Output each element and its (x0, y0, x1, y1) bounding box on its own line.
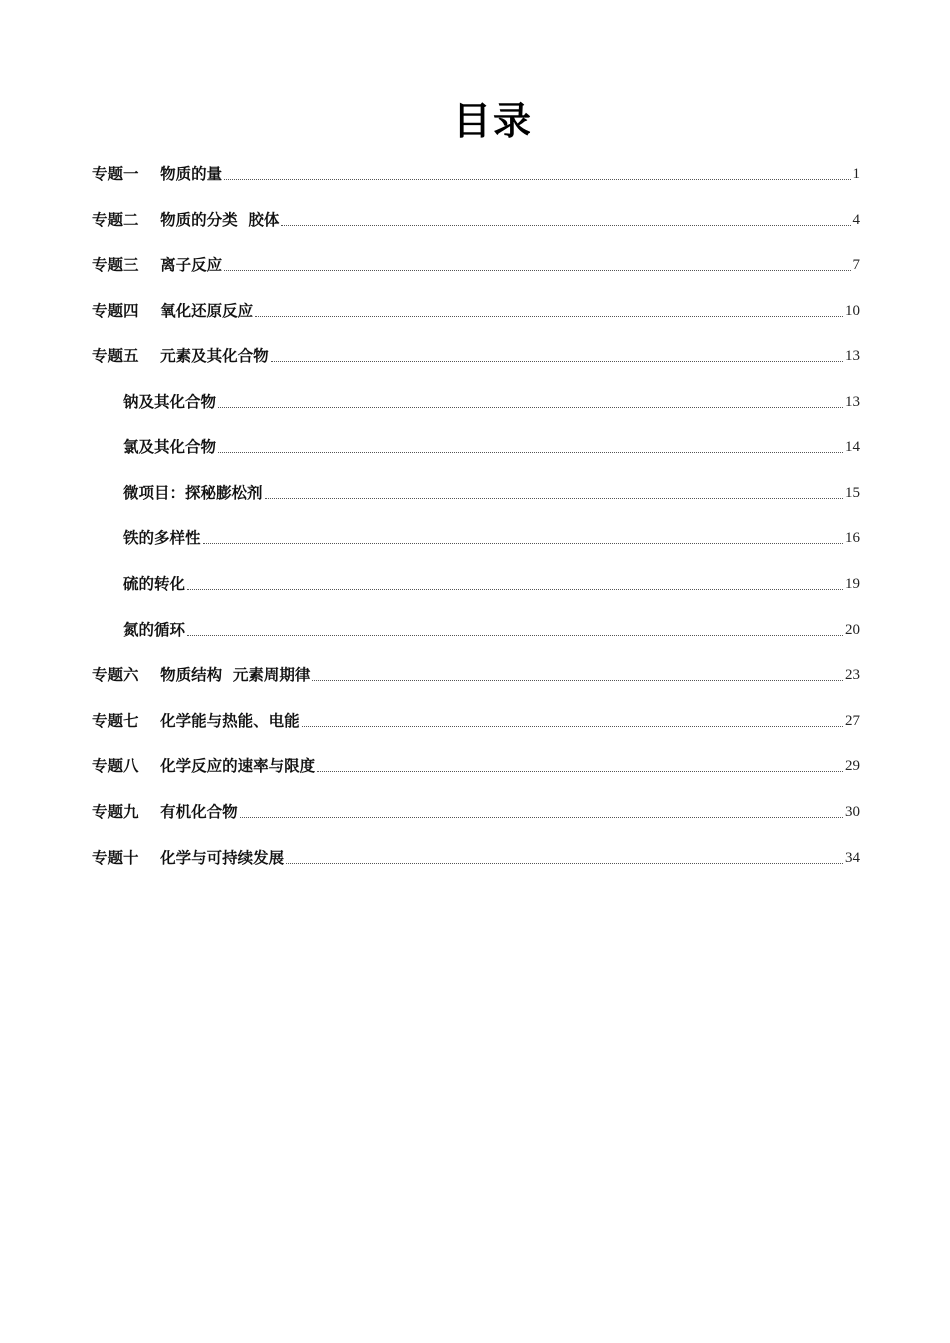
toc-entry-label: 氯及其化合物 (123, 438, 217, 456)
dot-leader (218, 451, 843, 453)
dot-leader (203, 542, 843, 544)
toc-entry-label: 专题十 化学与可持续发展 (92, 849, 285, 867)
dot-leader (224, 178, 850, 180)
dot-leader (286, 862, 843, 864)
dot-leader (302, 725, 843, 727)
dot-leader (187, 588, 843, 590)
toc-subentry[interactable] (123, 473, 860, 503)
toc-entry[interactable] (92, 154, 860, 184)
toc-entry-page: 20 (845, 622, 860, 638)
toc-subentry[interactable] (123, 564, 860, 594)
toc-entry-page: 16 (845, 530, 860, 546)
dot-leader (187, 634, 843, 636)
toc-entry-page: 4 (852, 212, 860, 228)
toc-entry-label: 专题五 元素及其化合物 (92, 347, 269, 365)
toc-entry-label: 专题四 氧化还原反应 (92, 302, 254, 320)
toc-entry[interactable] (92, 200, 860, 230)
toc-entry-page: 7 (852, 257, 860, 273)
toc-entry[interactable] (92, 245, 860, 275)
toc-entry-label: 专题九 有机化合物 (92, 803, 238, 821)
dot-leader (312, 679, 843, 681)
dot-leader (224, 269, 850, 271)
toc-entry-page: 29 (845, 758, 860, 774)
page-title: 目录 (452, 99, 533, 143)
toc-entry-page: 15 (845, 485, 860, 501)
toc-subentry[interactable] (123, 518, 860, 548)
toc-entry-label: 钠及其化合物 (123, 393, 217, 411)
dot-leader (317, 770, 843, 772)
toc-entry-page: 27 (845, 713, 860, 729)
toc-entry[interactable] (92, 701, 860, 731)
toc-entry-label: 专题七 化学能与热能、电能 (92, 712, 300, 730)
toc-entry-label: 氮的循环 (123, 621, 186, 639)
toc-entry-page: 19 (845, 576, 860, 592)
toc-entry-page: 30 (845, 804, 860, 820)
toc-entry-label: 微项目：探秘膨松剂 (123, 484, 263, 502)
toc-entry-page: 1 (852, 166, 860, 182)
toc-entry-page: 14 (845, 439, 860, 455)
dot-leader (281, 224, 850, 226)
toc-entry-label: 专题八 化学反应的速率与限度 (92, 757, 316, 775)
toc-entry[interactable] (92, 336, 860, 366)
toc-entry[interactable] (92, 655, 860, 685)
toc-entry[interactable] (92, 291, 860, 321)
toc-entry-page: 34 (845, 850, 860, 866)
toc-entry[interactable] (92, 792, 860, 822)
toc-subentry[interactable] (123, 427, 860, 457)
toc-entry[interactable] (92, 746, 860, 776)
toc-entry-page: 13 (845, 394, 860, 410)
toc-entry-page: 23 (845, 667, 860, 683)
toc-entry-label: 专题二 物质的分类 胶体 (92, 211, 280, 229)
dot-leader (218, 406, 843, 408)
toc-entry-label: 专题一 物质的量 (92, 165, 223, 183)
toc-entry-label: 硫的转化 (123, 575, 186, 593)
toc-entry-page: 10 (845, 303, 860, 319)
toc-entry-label: 专题六 物质结构 元素周期律 (92, 666, 311, 684)
dot-leader (255, 315, 843, 317)
dot-leader (271, 360, 843, 362)
toc-subentry[interactable] (123, 610, 860, 640)
toc-entry-label: 铁的多样性 (123, 529, 201, 547)
toc-entry-page: 13 (845, 348, 860, 364)
toc-entry-label: 专题三 离子反应 (92, 256, 223, 274)
dot-leader (265, 497, 843, 499)
toc-subentry[interactable] (123, 382, 860, 412)
dot-leader (240, 816, 843, 818)
toc-entry[interactable] (92, 838, 860, 868)
